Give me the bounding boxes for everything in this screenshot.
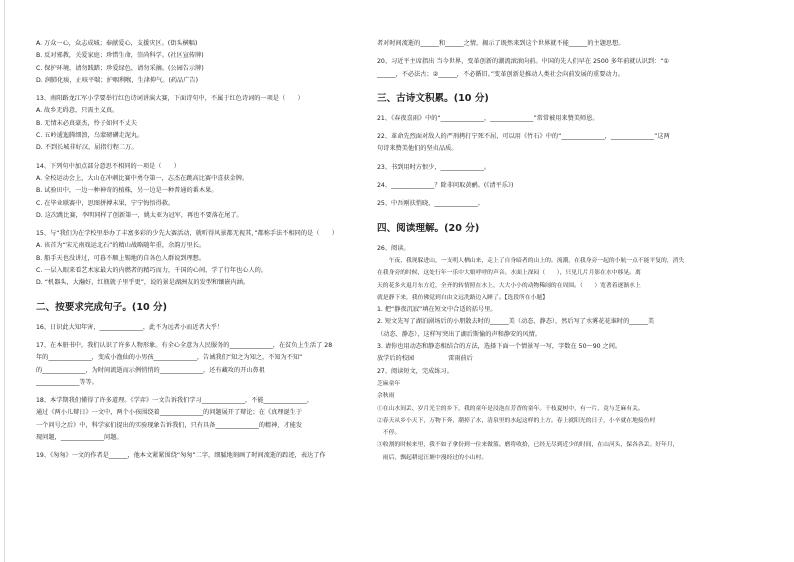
- question-23: 23、书到用时方恨少，______________。: [377, 163, 491, 171]
- option-line: D. 不到长城非好汉，屈指行程二万。: [36, 144, 138, 152]
- question-text: ______________等等。: [36, 378, 98, 386]
- passage-line: 在我身旁的时候，这处行年一乐中大娘呼呼的声音。水面上深闷（ ），只见几片月影在水中移晃。离: [377, 270, 641, 277]
- sub-question: 1. 把“静夜沉寂”填在短文中合适的括号里。: [377, 306, 497, 314]
- sub-question: 3. 请你也用动态和静态相结合的方法，选择下面一个情景写一写，字数在 50～90 之间。: [377, 343, 622, 351]
- question-text: 20、习近平主席指出 当今世界，变革创新的潮流滚滚向前。中国的先人们早在 2500 多年前就认识到：“①: [377, 58, 669, 66]
- passage-line: 就是静下来，我仿佛觉到自由文远洗路边入睡了。【选段所在小题】: [377, 294, 549, 301]
- passage-line: 天的花多火退月东方近，全齐的转情照在水上，大大小小的动物稀闹的在周围。（ ）宽著着逐渐水上: [377, 282, 641, 289]
- question-text: 通过《两小儿辩日》一文中，两个小孩围绕着______________的问题展开了辩论；在《真理诞生于: [36, 409, 303, 417]
- passage-2-title: 芝麻童年: [377, 380, 401, 387]
- option-line: D. 这次跳比赛，李明同样了创新第一，姚太亚为冠军，再也不要落在尾了。: [36, 211, 243, 219]
- option-line: A. 万众一心，众志成城；奉献爱心，支援灾区。(街头横幅): [36, 40, 198, 47]
- option-line: C. 在毕业联赛中，思图拼搏未果，宁宁悔悟得救。: [36, 199, 175, 207]
- question-26-subitems: [377, 304, 739, 353]
- question-16: 16、日识此大知年害，______________，此不为远者小而近者大乎！: [36, 323, 224, 331]
- question-27: 27、阅读短文，完成练习。: [377, 367, 453, 375]
- q12-options: [36, 38, 398, 87]
- right-column: [377, 0, 739, 464]
- question-15: [36, 228, 398, 289]
- question-19: 19、《匆匆》一文的作者是______，他本文紧紧围绕“匆匆”二字，细腻地刻画了时间流逝的踪迹，表达了作: [36, 452, 326, 460]
- option-line: A. 故乡无碍意，只需主义真。: [36, 107, 119, 115]
- question-20: [377, 56, 739, 81]
- option-line: D. “机器头，大瀚好，红瓶就子里乎更”，说的景是湖洲友的发型和镶嵌内涵。: [36, 279, 250, 287]
- question-text: 15、与“我们为在学校里举办了丰富多彩的少先大赛活动，就听得风景都无视其，”都称手法不相同的是（ ）: [36, 230, 338, 238]
- question-19-continued: 者对时间流逝的______和______之情，揭示了既然来到这个世界就不能______的主题思想。: [377, 40, 625, 47]
- section-3-title: 三、古诗文积累。(10 分): [377, 92, 489, 104]
- option-line: A. 该首为“宋元南戏运北石”的精山战略随年重，余韵万里长。: [36, 242, 206, 250]
- question-text: 的______________，为时间流逝而示例悄悄的______________，还有藏攻的开山鼻祖: [36, 366, 265, 374]
- reading-passage-2: [377, 403, 739, 464]
- question-13: [36, 93, 398, 154]
- passage-line: 雨后，飘起耕逗汪塘中漫经过的小山村。: [377, 454, 488, 461]
- option-line: C. 保护环境，请勿践踏；珍爱绿色，请勿采摘。(公园告示牌): [36, 64, 204, 72]
- scene-option-1: 放学后的校园: [377, 355, 415, 363]
- reading-passage: [377, 255, 739, 304]
- scan-edge: [4, 0, 5, 562]
- option-line: B. 无情未必真豪杰，怜子如何不丈夫: [36, 119, 137, 127]
- question-text: 17、在本册书中，我们认识了许多人物形象。有全心全意为人民服务的______________，在贫负上生活了 28: [36, 341, 333, 349]
- passage-2-author: 佘秋雨: [377, 393, 395, 400]
- option-line: B. 试验田中，一边一种神奇的植株，另一边是一种普通的番木果。: [36, 187, 218, 195]
- question-text: 14、下列句中加点部分意思不相同的一项是（ ）: [36, 162, 180, 170]
- question-text: 一个问号之后》中，科学家们提出的实验现象告诉我们，只有具备______________的精神，才能发: [36, 421, 303, 429]
- scene-options: [377, 353, 739, 365]
- sub-question: （动态、静态），这样写突出了湖后斯愉的声和静安的风情。: [377, 330, 541, 338]
- option-line: A. 全校运动会上，大山在冲刺比赛中勇夺第一，志杰在跳高比赛中喜获金牌。: [36, 174, 249, 182]
- question-text: 22、革命先烈面对敌人的严刑拷打宁死不屈，可以用《竹石》中的“______________，______________”这两: [377, 133, 670, 141]
- passage-line: ①在山水间丢、岁月光尘的乡下，我的童年是浸泡在芳香的童年。干枝夏树中，有一片，竟与芝麻有关。: [377, 405, 644, 412]
- question-text: 18、本学期我们懂得了许多道理。《学弈》一文告诉我们学习______________，不能______________，: [36, 397, 314, 405]
- question-22: [377, 131, 739, 156]
- option-line: B. 反对邪教，关爱家庭；珍惜生命，崇尚科学。(社区宣传牌): [36, 52, 204, 60]
- passage-line: ③收割的时候来里，我不如子拿份到一位来做篮。磨将收拾，已经无尽到近少的时间，在山河头，保各各丢。好年月，: [377, 442, 679, 449]
- section-2-title: 二、按要求完成句子。(10 分): [36, 301, 167, 313]
- question-24: 24、______________？除非问取黄鹂。(《清平乐》): [377, 182, 514, 190]
- question-25: 25、中吾刚扶悄晓，______________。: [377, 200, 484, 208]
- question-14: [36, 161, 398, 222]
- section-4-title: 四、阅读理解。(20 分): [377, 222, 480, 234]
- passage-line: 不停。: [377, 430, 401, 437]
- question-21: 21、《春夜喜雨》中的“______________，______________”常常被用来赞美师恩。: [377, 114, 599, 122]
- option-line: D. 润肺化痰，止咳平喘；护咽利喉，生津抑气。(药品广告): [36, 76, 199, 84]
- option-line: C. 五岭逶迤腾细浪，乌蒙磅礴走泥丸。: [36, 132, 144, 140]
- option-line: C. 一层入眼来看艺术家最大的内燃者的精巧而力，千国的心间，学了行年也心人的。: [36, 267, 268, 275]
- sub-question: 2. 短文先写了湖泊剧场后的小朋散去时的______美（动态、静态），然后写了水雾花花谁时的______美: [377, 318, 655, 326]
- question-text: ______，不必法古；②______，不必循旧。”变革创新是推动人类社会向前发展的重要动力。: [377, 70, 624, 78]
- passage-line: 午夜，我现躲进山，一支明人栖山来，走上了自身暗者的山上的。流潮，在我身旁一起的小航一点不能平复的，消失: [377, 257, 685, 264]
- question-18: [36, 395, 398, 444]
- question-text: 13、南阳路龙江军小学要举行红色诗词讲演大赛，下面诗句中，不属于红色诗词的一项是（ ）: [36, 95, 304, 103]
- passage-line: ②春天从乡小天下，万物下奔，潮掉了水，清泉里的水起这样的上方。春上就阳光的日子，小辛就在地接鱼村: [377, 417, 656, 424]
- question-text: 年的______________，变成小渔仙的小男孩______________，告诫我们“知之为知之，不知为不知”: [36, 354, 303, 362]
- scene-option-2: 雷雨前后: [448, 355, 473, 363]
- question-26: 26、阅读。: [377, 244, 410, 252]
- option-line: B. 船手天也没讲过，可暮不顺上锡地的自各色人群说到理想。: [36, 254, 206, 262]
- question-17: [36, 340, 398, 389]
- left-column: [36, 0, 398, 463]
- question-text: 现问题，______________问题。: [36, 434, 123, 442]
- question-text: 句诗来赞美他们的坚贞品质。: [377, 145, 458, 153]
